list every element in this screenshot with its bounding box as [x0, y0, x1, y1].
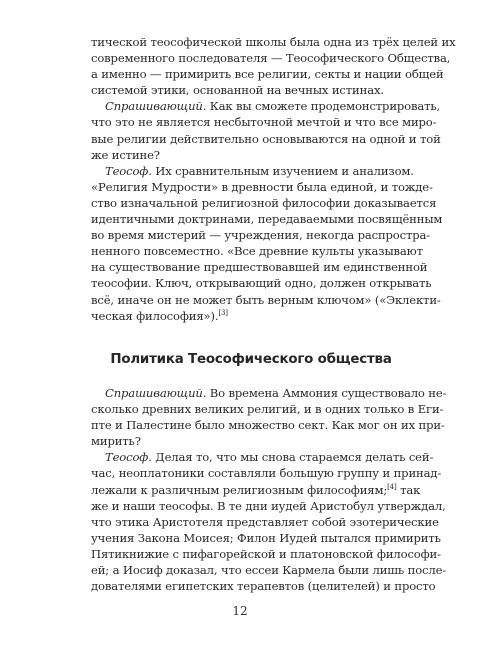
line-text: тической теософической школы была одна из трёх целей их: [91, 35, 456, 49]
text-line: [91, 530, 441, 546]
text-line: [91, 514, 439, 530]
paragraph-answer-1: [91, 163, 443, 324]
line-text: что это не является несбыточной мечтой и что все миро-: [91, 115, 437, 130]
text-line: [91, 227, 431, 243]
line-text: Во времена Аммония существовало не-: [206, 386, 447, 400]
text-line: [91, 292, 441, 308]
text-line: [91, 195, 437, 211]
text-line: [91, 482, 421, 498]
text-line: [91, 275, 432, 291]
line-text: Пятикнижие с пифагорейской и платоновской философи-: [91, 546, 441, 561]
line-text: во время мистерий — учреждения, некогда распростра-: [91, 228, 431, 243]
line-text: Как вы сможете продемонстрировать,: [206, 99, 441, 114]
text-line: [91, 562, 447, 578]
text-line: [91, 163, 414, 179]
text-line: [91, 449, 434, 465]
text-line: [91, 433, 411, 449]
line-text: что этика Аристотеля представляет собой эзотерические: [91, 514, 439, 529]
text-line: [91, 179, 433, 195]
text-line: [91, 259, 428, 275]
line-text: ей; а Иосиф доказал, что ессеи Кармела были лишь после-: [91, 563, 447, 578]
text-line: [91, 243, 423, 259]
line-text: Их сравнительным изучением и анализом.: [151, 163, 414, 178]
line-text: час, неоплатоники составляли большую группу и принад-: [91, 466, 442, 481]
speaker-label: Теософ.: [105, 163, 152, 178]
line-text: вые религии действительно основываются на одной и той: [91, 131, 441, 146]
text-line: [91, 417, 445, 433]
speaker-label: Спрашивающий.: [105, 386, 207, 400]
text-line: [91, 401, 444, 417]
line-text: же истине?: [91, 147, 160, 162]
text-line: [91, 308, 411, 324]
line-text: а именно — примирить все религии, секты и нации общей: [91, 67, 444, 82]
paragraph-question-1: [91, 98, 441, 162]
text-line: [91, 385, 447, 401]
text-block-bottom: [91, 385, 447, 594]
text-block-top: [91, 34, 456, 324]
line-text: всё, иначе он не может быть верным ключом» («Эклекти-: [91, 292, 441, 307]
line-text: ненного повсеместно. «Все древние культы указывают: [91, 244, 423, 259]
text-line: [91, 98, 441, 114]
paragraph-answer-2: [91, 449, 447, 594]
text-line: [91, 114, 437, 130]
text-line: [91, 131, 441, 147]
text-line: [91, 465, 442, 481]
line-text: «Религия Мудрости» в древности была единой, и тожде-: [91, 179, 433, 194]
text-line: [91, 578, 436, 594]
line-text: сколько древних великих религий, и в одних только в Еги-: [91, 402, 444, 417]
page-number: 12: [232, 604, 248, 618]
line-text: мирить?: [91, 434, 141, 449]
paragraph-intro: [91, 34, 456, 98]
line-text: ческая философия»).: [91, 308, 219, 323]
line-text: современного последователя — Теософического Общества,: [91, 51, 451, 66]
line-text: пте и Палестине было множество сект. Как мог он их при-: [91, 418, 445, 433]
line-text: лежали к различным религиозным философиям;: [91, 482, 388, 497]
section-heading: Политика Теософического общества: [110, 352, 392, 367]
text-line: [91, 147, 411, 163]
paragraph-question-2: [91, 385, 447, 449]
text-line: [91, 34, 456, 50]
line-text: Делая то, что мы снова стараемся делать сей-: [151, 450, 434, 465]
line-text: учения Закона Моисея; Филон Иудей пытался примирить: [91, 530, 441, 545]
line-text: же и наши теософы. В те дни иудей Аристобул утверждал,: [91, 498, 446, 513]
text-line: [91, 50, 451, 66]
line-text-tail: так: [396, 482, 421, 497]
speaker-label: Спрашивающий.: [105, 99, 207, 114]
footnote-ref[interactable]: [3]: [218, 308, 228, 317]
line-text: на существование предшествовавшей им единственной: [91, 260, 428, 275]
line-text: теософии. Ключ, открывающий одно, должен открывать: [91, 276, 432, 291]
line-text: идентичными доктринами, передаваемыми посвящённым: [91, 212, 443, 227]
text-line: [91, 66, 444, 82]
speaker-label: Теософ.: [105, 450, 152, 465]
text-line: [91, 82, 411, 98]
text-line: [91, 546, 441, 562]
text-line: [91, 498, 446, 514]
footnote-ref[interactable]: [4]: [387, 482, 397, 491]
line-text: ство изначальной религиозной философии доказывается: [91, 195, 437, 210]
line-text: дователями египетских терапевтов (целителей) и просто: [91, 579, 436, 594]
line-text: системой этики, основанной на вечных истинах.: [91, 83, 384, 98]
text-line: [91, 211, 443, 227]
